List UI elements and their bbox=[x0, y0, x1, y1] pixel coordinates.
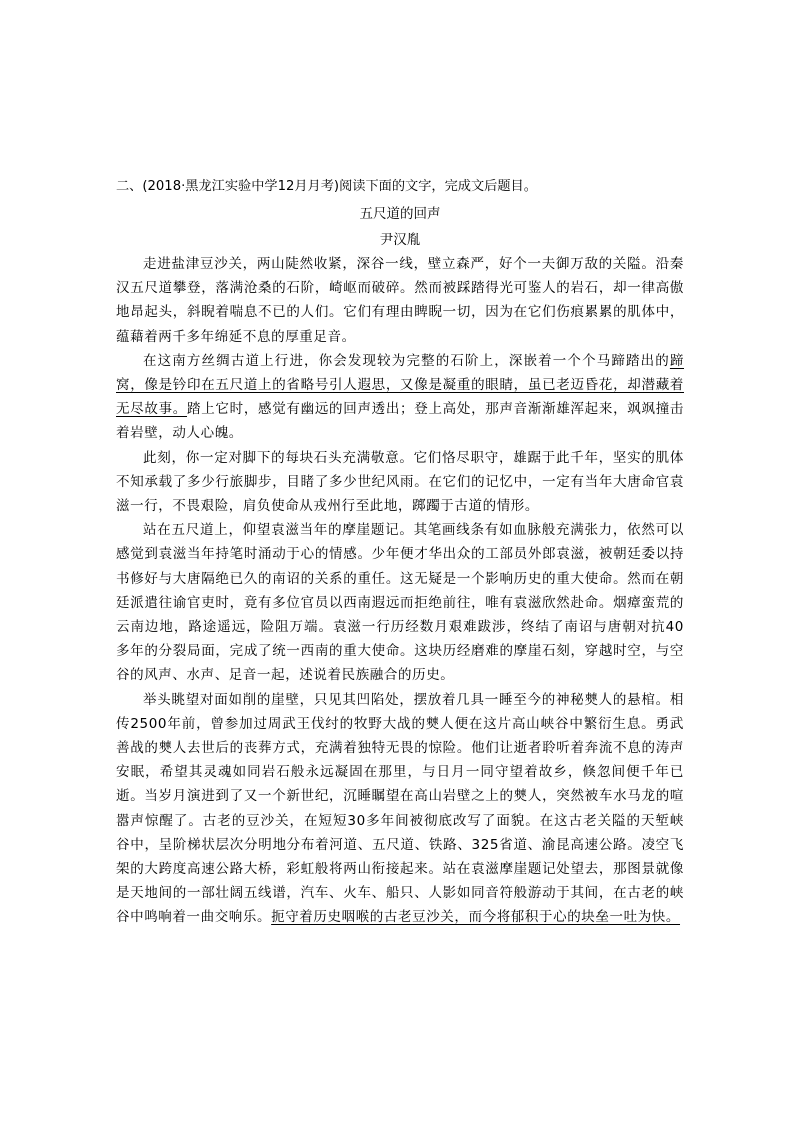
question-heading: 二、(2018·黑龙江实验中学12月月考)阅读下面的文字，完成文后题目。 bbox=[116, 179, 537, 194]
paragraph-text: 站在五尺道上，仰望袁滋当年的摩崖题记。其笔画线条有如血脉般充满张力，依然可以感觉到袁滋当年持笔时涌动于心的情感。少年便才华出众的工部员外郎袁滋，被朝廷委以持书修好与大唐隔绝已久的南诏的关系的重任。这无疑是一个影响历史的重大使命。然而在朝廷派遣往谕官吏时，竟有多位官员以西南遐远而拒绝前往，唯有袁滋欣然赴命。烟瘴蛮荒的云南边地，路途遥远，险阻万端。袁滋一行历经数月艰难跋涉，终结了南诏与唐朝对抗40多年的分裂局面，完成了统一西南的重大使命。这块历经磨难的摩崖石刻，穿越时空，与空谷的风声、水声、足音一起，述说着民族融合的历史。 bbox=[116, 522, 684, 684]
article-author: 尹汉胤 bbox=[379, 232, 421, 248]
paragraph-5 bbox=[116, 688, 684, 930]
paragraph-text: 踏上它时，感觉有幽远的回声透出；登上高处，那声音渐渐雄浑起来，飒飒撞击着岩壁，动人心魄。 bbox=[116, 401, 685, 442]
paragraph-2 bbox=[116, 349, 684, 446]
paragraph-text: 此刻，你一定对脚下的每块石头充满敬意。它们恪尽职守，雄踞于此千年，坚实的肌体不知承载了多少行旅脚步，目睹了多少世纪风雨。在它们的记忆中，一定有当年大唐命官袁滋一行，不畏艰险，肩负使命从戎州行至此地，踯躅于古道的情形。 bbox=[116, 449, 684, 515]
paragraph-4 bbox=[116, 518, 684, 687]
document-page bbox=[116, 174, 684, 930]
paragraph-1 bbox=[116, 252, 684, 349]
paragraph-text: 举头眺望对面如削的崖壁，只见其凹陷处，摆放着几具一睡至今的神秘僰人的悬棺。相传2500年前，曾参加过周武王伐纣的牧野大战的僰人便在这片高山峡谷中繁衍生息。勇武善战的僰人去世后的丧葬方式，充满着独特无畏的惊险。他们让逝者聆听着奔流不息的涛声安眠，希望其灵魂如同岩石般永远凝固在那里，与日月一同守望着故乡，倏忽间便千年已逝。当岁月演进到了又一个新世纪，沉睡瞩望在高山岩壁之上的僰人，突然被车水马龙的喧嚣声惊醒了。古老的豆沙关，在短短30多年间被彻底改写了面貌。在这古老关隘的天堑峡谷中，呈阶梯状层次分明地分布着河道、五尺道、铁路、325省道、渝昆高速公路。凌空飞架的大跨度高速公路大桥，彩虹般将两山衔接起来。站在袁滋摩崖题记处望去，那图景就像是天地间的一部壮阔五线谱，汽车、火车、船只、人影如同音符般游动于其间，在古老的峡谷中鸣响着一曲交响乐。 bbox=[116, 691, 684, 926]
paragraph-text: 走进盐津豆沙关，两山陡然收紧，深谷一线，壁立森严，好个一夫御万敌的关隘。沿秦汉五尺道攀登，落满沧桑的石阶，崎岖而破碎。然而被踩踏得光可鉴人的岩石，却一律高傲地昂起头，斜睨着喘息不已的人们。它们有理由睥睨一切，因为在它们伤痕累累的肌体中，蕴藉着两千多年绵延不息的厚重足音。 bbox=[116, 256, 684, 345]
underlined-passage: 扼守着历史咽喉的古老豆沙关，而今将郁积于心的块垒一吐为快。 bbox=[271, 909, 681, 926]
paragraph-3 bbox=[116, 446, 684, 519]
paragraph-text: 在这南方丝绸古道上行进，你会发现较为完整的石阶上，深嵌着一个个马蹄踏出的 bbox=[143, 352, 670, 369]
underlined-passage: 蹄窝，像是钤印在五尺道上的省略号引人遐思，又像是凝重的眼睛，虽已老迈昏花，却潜藏着无尽故事。 bbox=[116, 352, 684, 418]
article-title: 五尺道的回声 bbox=[359, 206, 441, 222]
